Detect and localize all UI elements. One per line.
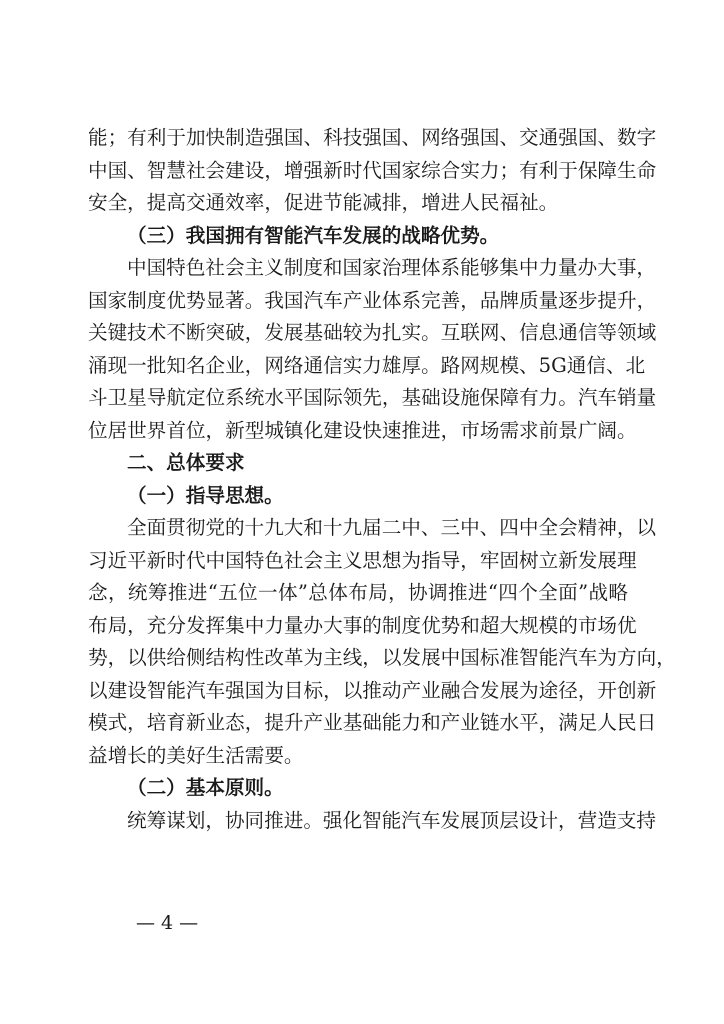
text-line: 习近平新时代中国特色社会主义思想为指导，牢固树立新发展理: [88, 548, 637, 572]
text-line: 涌现一批知名企业，网络通信实力雄厚。路网规模、5G通信、北: [88, 353, 646, 377]
text-line: 中国、智慧社会建设，增强新时代国家综合实力；有利于保障生命: [88, 158, 657, 182]
text-line: 能；有利于加快制造强国、科技强国、网络强国、交通强国、数字: [88, 126, 657, 149]
text-line: 斗卫星导航定位系统水平国际领先，基础设施保障有力。汽车销量: [88, 386, 657, 409]
section-heading: 二、总体要求: [127, 451, 245, 474]
section-subheading: （一）指导思想。: [127, 483, 284, 507]
text-line: 势，以供给侧结构性改革为主线，以发展中国标准智能汽车为方向，: [88, 646, 676, 669]
text-line: 益增长的美好生活需要。: [88, 743, 304, 767]
text-line: 念，统筹推进“五位一体”总体布局，协调推进“四个全面”战略: [88, 581, 628, 604]
text-line: 关键技术不断突破，发展基础较为扎实。互联网、信息通信等领域: [88, 321, 657, 344]
document-body: [88, 122, 676, 837]
text-line: 统筹谋划，协同推进。强化智能汽车发展顶层设计，营造支持: [127, 808, 657, 832]
text-line: 位居世界首位，新型城镇化建设快速推进，市场需求前景广阔。: [88, 418, 637, 442]
section-subheading: （三）我国拥有智能汽车发展的战略优势。: [127, 223, 500, 247]
text-line: 安全，提高交通效率，促进节能减排，增进人民福祉。: [88, 191, 559, 214]
text-line: 模式，培育新业态，提升产业基础能力和产业链水平，满足人民日: [88, 711, 657, 734]
text-line: 中国特色社会主义制度和国家治理体系能够集中力量办大事，: [127, 256, 657, 279]
text-line: 布局，充分发挥集中力量办大事的制度优势和超大规模的市场优: [88, 613, 637, 637]
text-line: 国家制度优势显著。我国汽车产业体系完善，品牌质量逐步提升，: [88, 288, 657, 312]
page-number: — 4 —: [136, 912, 199, 934]
section-subheading: （二）基本原则。: [127, 776, 284, 799]
text-line: 全面贯彻党的十九大和十九届二中、三中、四中全会精神，以: [127, 516, 657, 539]
text-line: 以建设智能汽车强国为目标，以推动产业融合发展为途径，开创新: [88, 678, 657, 702]
